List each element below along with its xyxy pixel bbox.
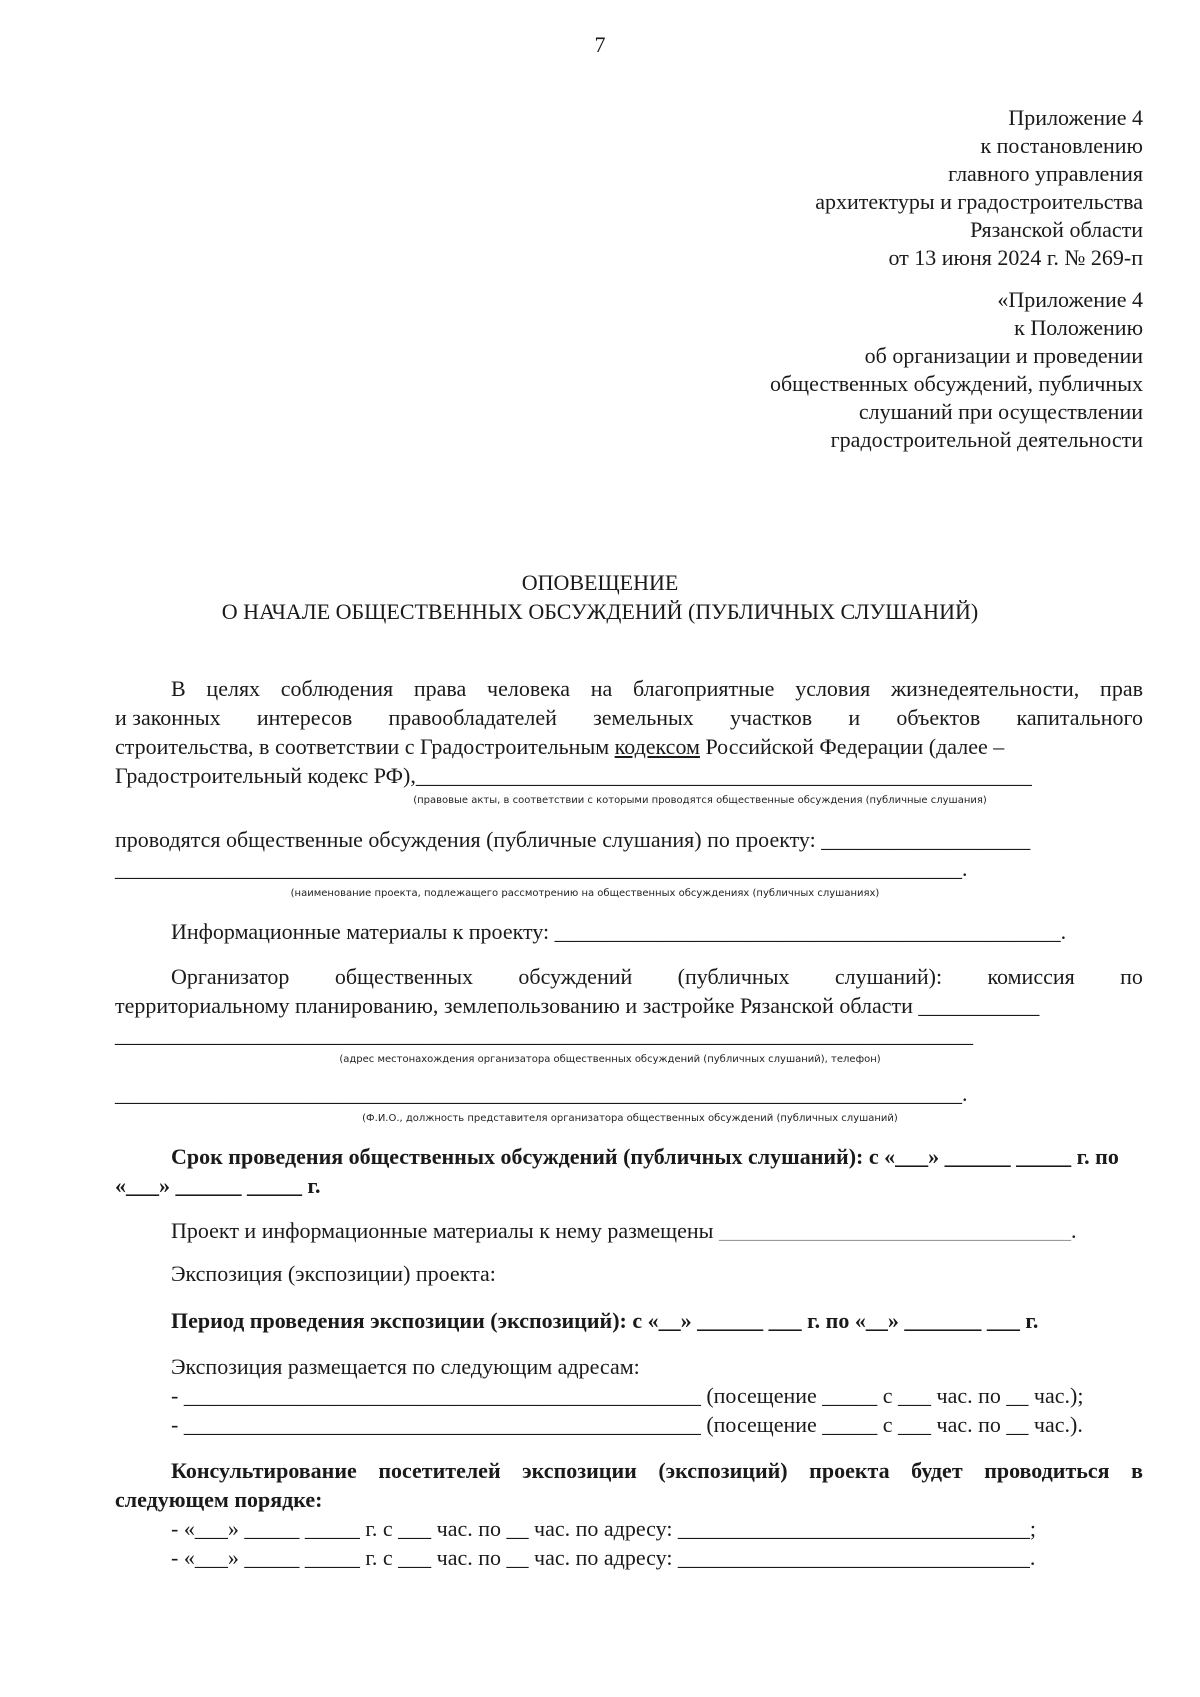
paragraph-1-line-4: Градостроительный кодекс РФ),________________________________________________________ bbox=[115, 763, 1032, 788]
codex-link[interactable]: кодексом bbox=[614, 734, 700, 759]
word: проводиться bbox=[984, 1458, 1110, 1483]
addresses-label: Экспозиция размещается по следующим адресам: bbox=[171, 1354, 640, 1379]
term-line-1: Срок проведения общественных обсуждений (публичных слушаний): с «___» ______ _____ г. по bbox=[171, 1144, 1119, 1169]
word: общественных bbox=[334, 964, 474, 989]
word: целях bbox=[206, 676, 261, 701]
subheader-line: градостроительной деятельности bbox=[830, 427, 1143, 452]
word: и законных bbox=[115, 705, 221, 730]
address-row-1: - _______________________________________________ (посещение _____ с ___ час. по __ час.); bbox=[171, 1383, 1084, 1408]
placed-blank: ________________________________ bbox=[718, 1218, 1071, 1243]
address-row-2: - _______________________________________________ (посещение _____ с ___ час. по __ час.). bbox=[171, 1412, 1083, 1437]
info-materials-line: Информационные материалы к проекту: ______________________________________________. bbox=[171, 919, 1067, 944]
subheader-line: общественных обсуждений, публичных bbox=[769, 371, 1143, 396]
placed-text: Проект и информационные материалы к нему размещены bbox=[171, 1218, 714, 1243]
project-blank-line: _____________________________________________________________________________. bbox=[115, 856, 968, 881]
consult-row-1: - «___» _____ _____ г. с ___ час. по __ час. по адресу: ________________________________; bbox=[171, 1516, 1037, 1541]
word: проекта bbox=[809, 1458, 890, 1483]
word: человека bbox=[487, 676, 570, 701]
consult-line-2: следующем порядке: bbox=[115, 1487, 323, 1512]
word: экспозиции bbox=[522, 1458, 637, 1483]
word: жизнедеятельности, bbox=[890, 676, 1080, 701]
header-line: архитектуры и градостроительства bbox=[815, 189, 1143, 214]
exposition-line: Экспозиция (экспозиции) проекта: bbox=[171, 1261, 496, 1286]
subheader-line: слушаний при осуществлении bbox=[858, 399, 1143, 424]
document-title bbox=[0, 568, 1200, 626]
placed-line: Проект и информационные материалы к нему размещены ________________________________. bbox=[171, 1218, 1077, 1243]
organizer-line-1 bbox=[115, 962, 1143, 991]
title-line-1: ОПОВЕЩЕНИЕ bbox=[521, 570, 679, 595]
project-line: проводятся общественные обсуждения (публичные слушания) по проекту: ___________________ bbox=[115, 827, 1031, 852]
appendix-subheader bbox=[770, 286, 1143, 454]
word: Консультирование bbox=[171, 1458, 357, 1483]
text-fragment: Российской Федерации (далее – bbox=[699, 734, 1005, 759]
subheader-line: к Положению bbox=[1014, 315, 1143, 340]
word: объектов bbox=[896, 705, 981, 730]
term-line-2: «___» ______ _____ г. bbox=[115, 1173, 321, 1198]
word: слушаний): bbox=[834, 964, 943, 989]
word: участков bbox=[730, 705, 813, 730]
organizer-address-blank: ______________________________________________________________________________ bbox=[115, 1022, 973, 1047]
word: земельных bbox=[593, 705, 694, 730]
word: интересов bbox=[256, 705, 353, 730]
paragraph-1-line-3 bbox=[115, 732, 1143, 761]
word: в bbox=[1131, 1458, 1143, 1483]
title-line-2: О НАЧАЛЕ ОБЩЕСТВЕННЫХ ОБСУЖДЕНИЙ (ПУБЛИЧНЫХ СЛУШАНИЙ) bbox=[221, 599, 979, 624]
word: по bbox=[1120, 964, 1143, 989]
paragraph-1-line-1 bbox=[115, 674, 1143, 703]
word: будет bbox=[911, 1458, 963, 1483]
header-line: к постановлению bbox=[980, 133, 1143, 158]
word: Организатор bbox=[171, 964, 290, 989]
word: обсуждений bbox=[518, 964, 633, 989]
word: прав bbox=[1100, 676, 1143, 701]
organizer-line-2: территориальному планированию, землепользованию и застройке Рязанской области ___________ bbox=[115, 993, 1040, 1018]
word: благоприятные bbox=[632, 676, 775, 701]
header-line: главного управления bbox=[948, 161, 1143, 186]
header-line: Приложение 4 bbox=[1008, 105, 1143, 130]
word: (экспозиций) bbox=[658, 1458, 788, 1483]
word: правообладателей bbox=[388, 705, 557, 730]
page-number: 7 bbox=[594, 32, 606, 57]
appendix-header bbox=[815, 104, 1143, 272]
period-line: Период проведения экспозиции (экспозиций): с «__» ______ ___ г. по «__» _______ ___ г. bbox=[171, 1308, 1039, 1333]
word: права bbox=[413, 676, 467, 701]
paragraph-1-line-2 bbox=[115, 703, 1143, 732]
organizer-address-hint: (адрес местонахождения организатора общественных обсуждений (публичных слушаний), телефон) bbox=[339, 1054, 881, 1065]
header-line: от 13 июня 2024 г. № 269-п bbox=[888, 245, 1143, 270]
text-fragment: строительства, в соответствии с Градостроительным bbox=[115, 734, 615, 759]
consult-line-1 bbox=[115, 1456, 1143, 1485]
consult-row-2: - «___» _____ _____ г. с ___ час. по __ час. по адресу: ________________________________. bbox=[171, 1545, 1036, 1570]
word: (публичных bbox=[677, 964, 790, 989]
word: комиссия bbox=[987, 964, 1075, 989]
header-line: Рязанской области bbox=[970, 217, 1143, 242]
word: В bbox=[171, 676, 186, 701]
word: соблюдения bbox=[280, 676, 394, 701]
organizer-rep-hint: (Ф.И.О., должность представителя организатора общественных обсуждений (публичных слушаний) bbox=[362, 1113, 898, 1124]
subheader-line: об организации и проведении bbox=[864, 343, 1143, 368]
word: и bbox=[848, 705, 861, 730]
word: условия bbox=[795, 676, 871, 701]
word: посетителей bbox=[378, 1458, 501, 1483]
organizer-rep-blank: _____________________________________________________________________________. bbox=[115, 1081, 968, 1106]
word: капитального bbox=[1016, 705, 1143, 730]
legal-acts-hint: (правовые акты, в соответствии с которыми проводятся общественные обсуждения (публичные слушания) bbox=[413, 795, 987, 806]
project-name-hint: (наименование проекта, подлежащего рассмотрению на общественных обсуждениях (публичных слушаниях) bbox=[290, 888, 880, 899]
subheader-line: «Приложение 4 bbox=[997, 287, 1143, 312]
word: на bbox=[590, 676, 613, 701]
